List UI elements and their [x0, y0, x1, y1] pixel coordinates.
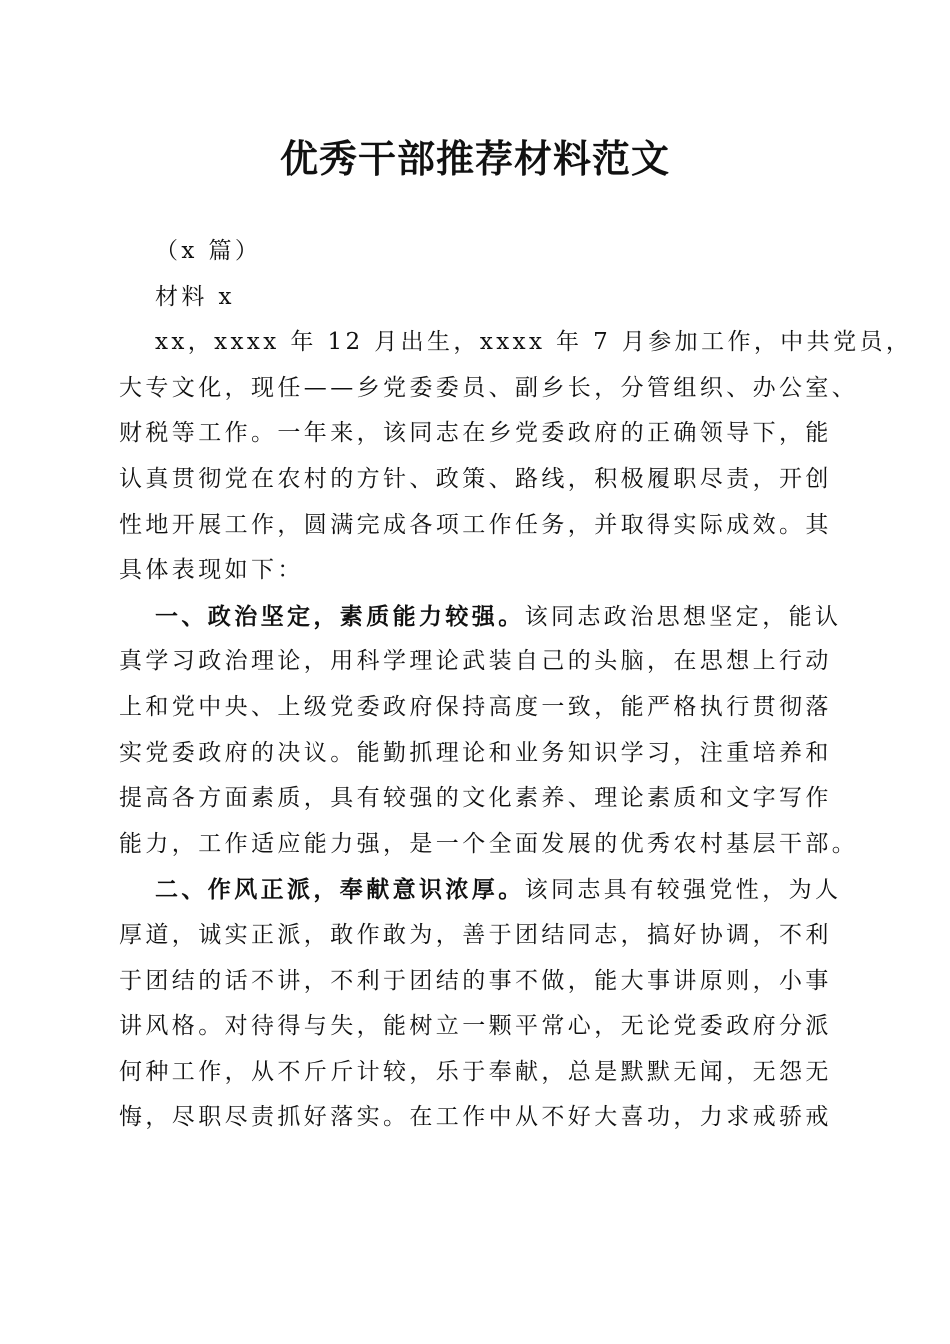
- section1-heading: 一、政治坚定，素质能力较强。: [155, 602, 525, 630]
- intro-line: xx，xxxx 年 12 月出生，xxxx 年 7 月参加工作，中共党员，: [155, 329, 913, 356]
- intro-line: 财税等工作。一年来，该同志在乡党委政府的正确领导下，能: [119, 420, 832, 447]
- section2-heading: 二、作风正派，奉献意识浓厚。: [155, 876, 525, 904]
- section1-line: 真学习政治理论，用科学理论武装自己的头脑，在思想上行动: [119, 648, 832, 675]
- section2-line: 讲风格。对待得与失，能树立一颗平常心，无论党委政府分派: [119, 1013, 832, 1040]
- section2-first-line-rest: 该同志具有较强党性，为人: [524, 877, 842, 904]
- intro-line: 具体表现如下：: [119, 557, 304, 584]
- section1-line: 实党委政府的决议。能勤抓理论和业务知识学习，注重培养和: [119, 739, 832, 766]
- section1-first-line-rest: 该同志政治思想坚定，能认: [524, 603, 842, 630]
- document-body: [119, 229, 913, 1141]
- document-title: 优秀干部推荐材料范文: [279, 136, 670, 181]
- intro-line: 大专文化，现任——乡党委委员、副乡长，分管组织、办公室、: [119, 374, 859, 401]
- section1-line: 上和党中央、上级党委政府保持高度一致，能严格执行贯彻落: [119, 693, 832, 720]
- intro-line: 性地开展工作，圆满完成各项工作任务，并取得实际成效。其: [119, 511, 832, 538]
- intro-line: 认真贯彻党在农村的方针、政策、路线，积极履职尽责，开创: [119, 465, 832, 492]
- section2-first-line: [119, 867, 842, 913]
- section1-line: 提高各方面素质，具有较强的文化素养、理论素质和文字写作: [119, 785, 832, 812]
- material-label: 材料 x: [155, 283, 235, 310]
- section2-line: 于团结的话不讲，不利于团结的事不做，能大事讲原则，小事: [119, 967, 832, 994]
- subtitle: （x 篇）: [155, 238, 262, 264]
- section2-line: 何种工作，从不斤斤计较，乐于奉献，总是默默无闻，无怨无: [119, 1058, 832, 1085]
- section1-line: 能力，工作适应能力强，是一个全面发展的优秀农村基层干部。: [119, 830, 859, 857]
- section2-line: 悔，尽职尽责抓好落实。在工作中从不好大喜功，力求戒骄戒: [119, 1104, 832, 1131]
- section1-first-line: [119, 594, 842, 640]
- section2-line: 厚道，诚实正派，敢作敢为，善于团结同志，搞好协调，不利: [119, 921, 832, 948]
